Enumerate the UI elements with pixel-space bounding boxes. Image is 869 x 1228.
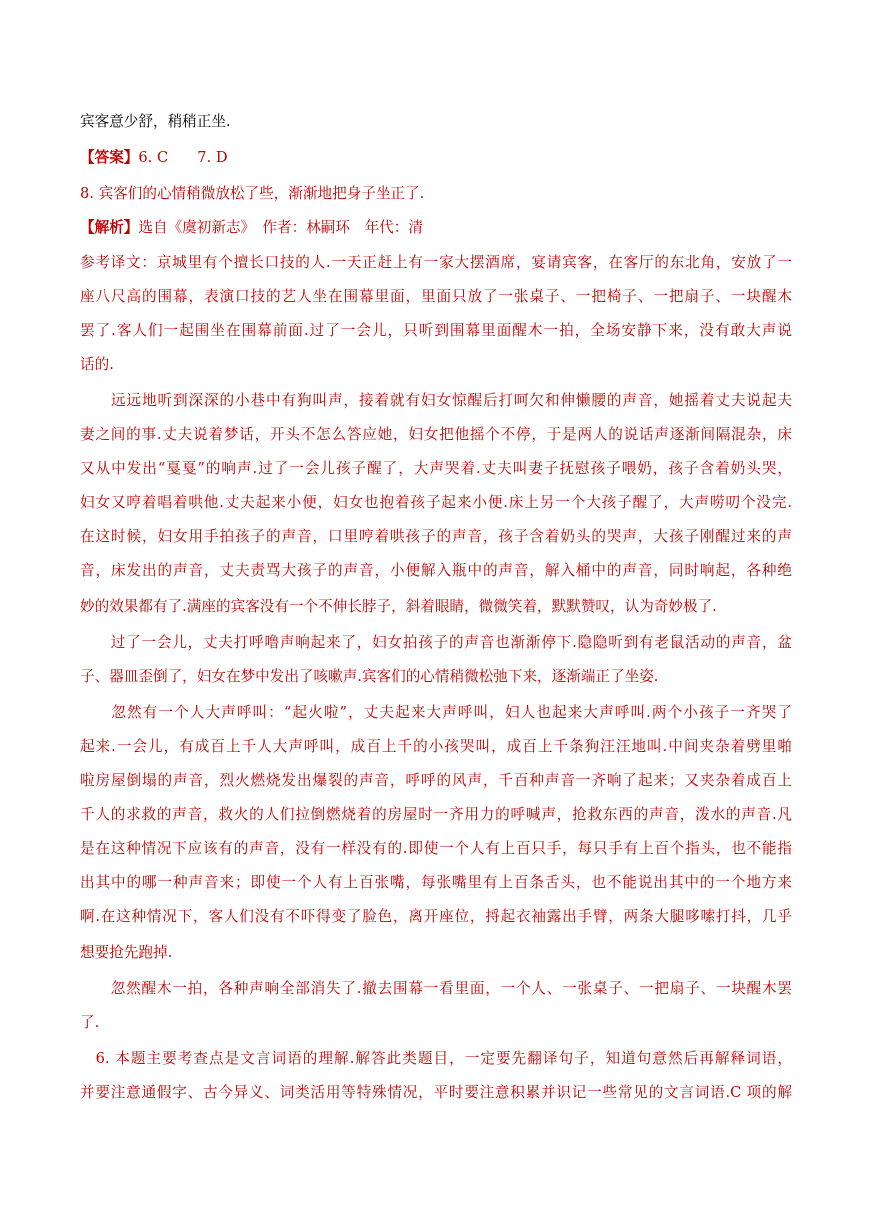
translation-line: 妇女又哼着唱着哄他.丈夫起来小便，妇女也抱着孩子起来小便.床上另一个大孩子醒了，大声唠叨个没完. — [80, 494, 792, 511]
translation-line: 忽然有一个人大声呼叫：“起火啦”，丈夫起来大声呼叫，妇人也起来大声呼叫.两个小孩子一齐哭了 — [80, 704, 792, 721]
translation-line: 子、器皿歪倒了，妇女在梦中发出了咳嗽声.宾客们的心情稍微松弛下来，逐渐端正了坐姿. — [80, 668, 659, 685]
translation-line: 过了一会儿，丈夫打呼噜声响起来了，妇女拍孩子的声音也渐渐停下.隐隐听到有老鼠活动的声音，盆 — [80, 634, 792, 651]
answer-line — [80, 148, 792, 168]
translation-line: 千人的求救的声音，救火的人们拉倒燃烧着的房屋时一齐用力的呼喊声，抢救东西的声音，泼水的声音.凡 — [80, 806, 792, 823]
translation-line: 又从中发出“戛戛”的响声.过了一会儿孩子醒了，大声哭着.丈夫叫妻子抚慰孩子喂奶，孩子含着奶头哭， — [80, 460, 792, 477]
translation-line: 啦房屋倒塌的声音，烈火燃烧发出爆裂的声音，呼呼的风声，千百种声音一齐响了起来；又夹杂着成百上 — [80, 772, 792, 789]
translation-line: 话的. — [80, 356, 114, 373]
item-8: 8. 宾客们的心情稍微放松了些，渐渐地把身子坐正了. — [80, 185, 425, 202]
line-sentence: 宾客意少舒，稍稍正坐. — [80, 113, 231, 130]
analysis-line — [80, 218, 792, 238]
answer-label: 【答案】 — [80, 149, 139, 166]
translation-line: 参考译文：京城里有个擅长口技的人.一天正赶上有一家大摆酒席，宴请宾客，在客厅的东北角，安放了一 — [80, 254, 792, 271]
translation-line: 妙的效果都有了.满座的宾客没有一个不伸长脖子，斜着眼睛，微微笑着，默默赞叹，认为奇妙极了. — [80, 598, 717, 615]
translation-line: 是在这种情况下应该有的声音，没有一样没有的.即使一个人有上百只手，每只手有上百个指头，也不能指 — [80, 840, 792, 857]
translation-line: 音，床发出的声音，丈夫责骂大孩子的声音，小便解入瓶中的声音，解入桶中的声音，同时响起，各种绝 — [80, 562, 792, 579]
analysis-label: 【解析】 — [80, 219, 139, 236]
translation-line: 妻之间的事.丈夫说着梦话，开头不怎么答应她，妇女把他摇个不停，于是两人的说话声逐渐间隔混杂，床 — [80, 426, 792, 443]
translation-line: 出其中的哪一种声音来；即使一个人有上百张嘴，每张嘴里有上百条舌头，也不能说出其中的一个地方来 — [80, 874, 792, 891]
explanation-line: 6. 本题主要考查点是文言词语的理解.解答此类题目，一定要先翻译句子，知道句意然后再解释词语， — [80, 1050, 792, 1067]
answer-text: 6. C 7. D — [138, 149, 228, 166]
translation-line: 座八尺高的围幕，表演口技的艺人坐在围幕里面，里面只放了一张桌子、一把椅子、一把扇子、一块醒木 — [80, 288, 792, 305]
translation-line: 了. — [80, 1014, 100, 1031]
translation-line: 在这时候，妇女用手拍孩子的声音，口里哼着哄孩子的声音，孩子含着奶头的哭声，大孩子刚醒过来的声 — [80, 528, 792, 545]
translation-line: 起来.一会儿，有成百上千人大声呼叫，成百上千的小孩哭叫，成百上千条狗汪汪地叫.中间夹杂着劈里啪 — [80, 738, 792, 755]
explanation-line: 并要注意通假字、古今异义、词类活用等特殊情况，平时要注意积累并识记一些常见的文言词语.C 项的解 — [80, 1084, 792, 1101]
translation-line: 罢了.客人们一起围坐在围幕前面.过了一会儿，只听到围幕里面醒木一拍，全场安静下来，没有敢大声说 — [80, 322, 792, 339]
translation-line: 忽然醒木一拍，各种声响全部消失了.撤去围幕一看里面，一个人、一张桌子、一把扇子、一块醒木罢 — [80, 980, 792, 997]
translation-line: 啊.在这种情况下，客人们没有不吓得变了脸色，离开座位，捋起衣袖露出手臂，两条大腿哆嗦打抖，几乎 — [80, 908, 792, 925]
analysis-text: 选自《虞初新志》 作者：林嗣环 年代：清 — [138, 219, 423, 236]
translation-line: 想要抢先跑掉. — [80, 944, 173, 961]
translation-line: 远远地听到深深的小巷中有狗叫声，接着就有妇女惊醒后打呵欠和伸懒腰的声音，她摇着丈夫说起夫 — [80, 392, 792, 409]
